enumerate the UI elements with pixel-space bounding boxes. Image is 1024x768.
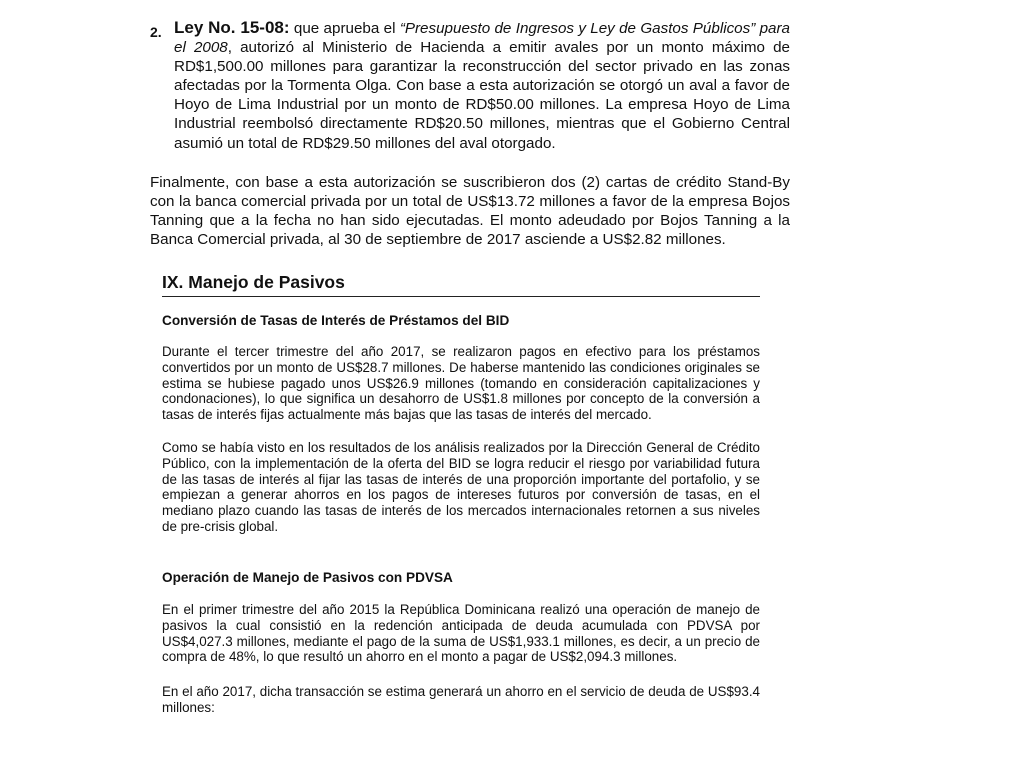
budget-law-title: “Presupuesto de Ingresos y Ley de Gastos Públicos” para el 2008 [174, 20, 791, 57]
paragraph-pdvsa-savings: En el año 2017, dicha transacción se estima generará un ahorro en el servicio de deuda de US$93.4 millones: [162, 684, 760, 715]
law-text-body: , autorizó al Ministerio de Hacienda a emitir avales por un monto máximo de RD$1,500.00 millones para garantizar la reconstrucción del sector privado en las zonas afectadas por la Tormenta Olga. Con base a esta autorización se otorgó un aval a favor de Hoyo de Lima Industrial por un monto de RD$50.00 millones. La empresa Hoyo de Lima Industrial reembolsó directamente RD$20.50 millones, mientras que el Gobierno Central asumió un total de RD$29.50 millones del aval otorgado. [174, 39, 790, 152]
paragraph-finalmente: Finalmente, con base a esta autorización se suscribieron dos (2) cartas de crédito Stand-By con la banca comercial privada por un total de US$13.72 millones a favor de la empresa Bojos Tanning que a la fecha no han sido ejecutadas. El monto adeudado por Bojos Tanning a la Banca Comercial privada, al 30 de septiembre de 2017 asciende a US$2.82 millones. [150, 174, 790, 249]
list-number: 2. [150, 24, 162, 40]
section-title: IX. Manejo de Pasivos [162, 272, 760, 297]
list-item-ley-15-08 [150, 18, 790, 153]
law-text-intro: que aprueba el [289, 20, 400, 37]
paragraph-bid-analysis: Como se había visto en los resultados de los análisis realizados por la Dirección General de Crédito Público, con la implementación de la oferta del BID se logra reducir el riesgo por variabilidad futura de las tasas de interés al fijar las tasas de interés de una proporción importante del portafolio, y se empiezan a generar ahorros en los pagos de intereses futuros por conversión de tasas, en el mediano plazo cuando las tasas de interés de los mercados internacionales retornen a sus niveles de pre-crisis global. [162, 440, 760, 534]
subheading-pdvsa: Operación de Manejo de Pasivos con PDVSA [162, 570, 453, 585]
paragraph-pdvsa-operation: En el primer trimestre del año 2015 la República Dominicana realizó una operación de manejo de pasivos la cual consistió en la redención anticipada de deuda acumulada con PDVSA por US$4,027.3 millones, mediante el pago de la suma de US$1,933.1 millones, es decir, a un precio de compra de 48%, lo que resultó un ahorro en el monto a pagar de US$2,094.3 millones. [162, 602, 760, 665]
law-heading: Ley No. 15-08: [174, 18, 290, 37]
paragraph-bid-payments: Durante el tercer trimestre del año 2017, se realizaron pagos en efectivo para los préstamos convertidos por un monto de US$28.7 millones. De haberse mantenido las condiciones originales se estima se hubiese pagado unos US$26.9 millones (tomando en consideración capitalizaciones y condonaciones), lo que significa un desahorro de US$1.8 millones por concepto de la conversión a tasas de interés fijas actualmente más bajas que las tasas de interés del mercado. [162, 344, 760, 423]
list-item-body [174, 18, 790, 153]
subheading-bid-conversion: Conversión de Tasas de Interés de Préstamos del BID [162, 313, 510, 328]
